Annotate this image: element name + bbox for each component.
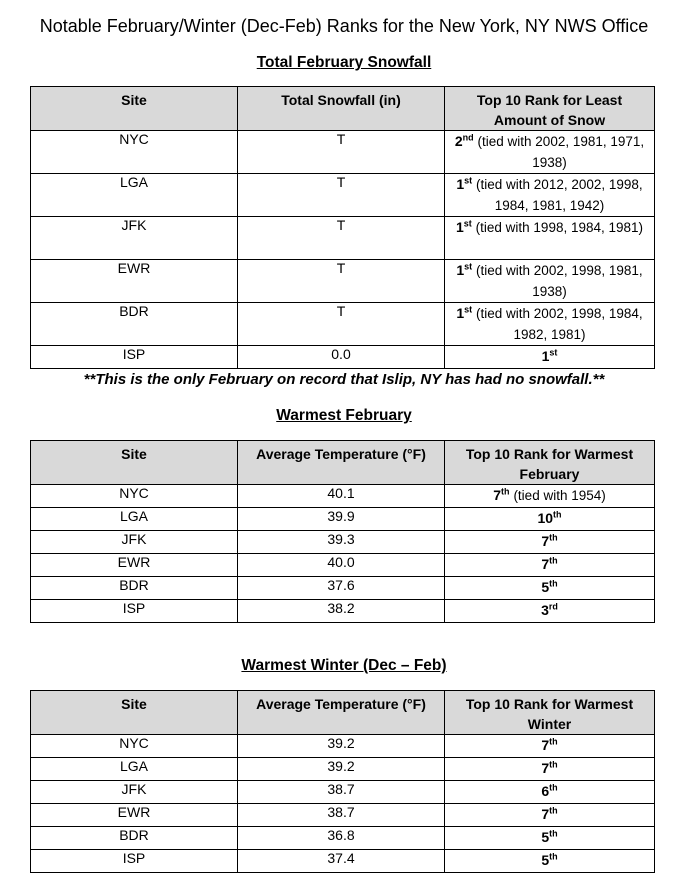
rank-cell: [445, 827, 655, 850]
site-header: Site: [31, 87, 238, 131]
site-cell: LGA: [31, 758, 238, 781]
rank-number: 10: [537, 510, 554, 526]
rank-value: [541, 760, 557, 776]
rank-value: [456, 219, 472, 235]
table-row: [31, 260, 655, 303]
rank-cell: [445, 485, 655, 508]
site-header: Site: [31, 441, 238, 485]
value-cell: 38.7: [238, 781, 445, 804]
rank-header: Top 10 Rank for Least Amount of Snow: [445, 87, 655, 131]
value-cell: 38.7: [238, 804, 445, 827]
rank-suffix: th: [549, 578, 558, 589]
rank-number: 7: [541, 737, 550, 753]
site-cell: EWR: [31, 554, 238, 577]
rank-number: 5: [541, 579, 550, 595]
rank-number: 1: [455, 219, 464, 235]
rank-cell: [445, 303, 655, 346]
rank-header: Top 10 Rank for Warmest February: [445, 441, 655, 485]
value-cell: T: [238, 217, 445, 260]
rank-cell: [445, 781, 655, 804]
warmest-february-section-title: Warmest February: [276, 407, 412, 424]
value-header: Average Temperature (°F): [238, 441, 445, 485]
site-cell: ISP: [31, 600, 238, 623]
rank-suffix: th: [553, 509, 562, 520]
rank-cell: [445, 346, 655, 369]
rank-value: [542, 348, 558, 364]
rank-cell: [445, 758, 655, 781]
rank-suffix: th: [549, 736, 558, 747]
rank-number: 1: [456, 305, 465, 321]
rank-value: [541, 737, 557, 753]
warmest-winter-table: [30, 690, 655, 873]
table-header-row: [31, 87, 655, 131]
site-header: Site: [31, 691, 238, 735]
rank-value: [541, 829, 557, 845]
site-cell: BDR: [31, 827, 238, 850]
rank-cell: [445, 577, 655, 600]
value-header: Total Snowfall (in): [238, 87, 445, 131]
site-cell: BDR: [31, 577, 238, 600]
rank-number: 7: [541, 533, 550, 549]
value-cell: T: [238, 303, 445, 346]
rank-number: 6: [541, 783, 550, 799]
rank-value: [493, 487, 509, 503]
value-cell: 40.0: [238, 554, 445, 577]
snowfall-table: [30, 86, 655, 369]
table-row: [31, 346, 655, 369]
rank-number: 7: [541, 556, 550, 572]
site-cell: NYC: [31, 485, 238, 508]
value-cell: 39.3: [238, 531, 445, 554]
rank-suffix: st: [464, 261, 473, 272]
rank-cell: [445, 531, 655, 554]
rank-cell: [445, 260, 655, 303]
site-cell: NYC: [31, 131, 238, 174]
table-row: [31, 531, 655, 554]
rank-number: 7: [541, 806, 550, 822]
snowfall-footnote: **This is the only February on record that Islip, NY has had no snowfall.**: [83, 371, 605, 388]
rank-cell: [445, 508, 655, 531]
site-cell: LGA: [31, 508, 238, 531]
rank-value: [456, 305, 472, 321]
warmest-february-table: [30, 440, 655, 623]
table-header-row: [31, 441, 655, 485]
value-cell: 37.4: [238, 850, 445, 873]
rank-suffix: th: [549, 828, 558, 839]
rank-suffix: st: [463, 218, 472, 229]
table-row: [31, 827, 655, 850]
site-cell: JFK: [31, 781, 238, 804]
value-cell: T: [238, 131, 445, 174]
table-row: [31, 485, 655, 508]
rank-suffix: th: [549, 555, 558, 566]
table-row: [31, 781, 655, 804]
rank-note: (tied with 2002, 1981, 1971, 1938): [477, 134, 645, 170]
rank-note: (tied with 1954): [513, 488, 606, 503]
rank-cell: [445, 554, 655, 577]
rank-number: 7: [493, 487, 502, 503]
rank-suffix: st: [464, 304, 473, 315]
rank-cell: [445, 804, 655, 827]
site-cell: BDR: [31, 303, 238, 346]
rank-cell: [445, 600, 655, 623]
rank-number: 1: [456, 262, 465, 278]
rank-number: 1: [456, 176, 465, 192]
rank-note: (tied with 2002, 1998, 1981, 1938): [476, 263, 643, 299]
rank-suffix: th: [549, 532, 558, 543]
rank-suffix: st: [549, 347, 558, 358]
value-cell: 38.2: [238, 600, 445, 623]
rank-value: [537, 510, 561, 526]
table-row: [31, 758, 655, 781]
table-row: [31, 577, 655, 600]
site-cell: EWR: [31, 260, 238, 303]
table-row: [31, 303, 655, 346]
value-cell: 40.1: [238, 485, 445, 508]
rank-suffix: th: [549, 851, 558, 862]
rank-number: 7: [541, 760, 550, 776]
rank-number: 1: [541, 348, 550, 364]
rank-cell: [445, 131, 655, 174]
rank-value: [541, 852, 557, 868]
table-row: [31, 508, 655, 531]
value-header: Average Temperature (°F): [238, 691, 445, 735]
site-cell: EWR: [31, 804, 238, 827]
value-cell: 37.6: [238, 577, 445, 600]
rank-value: [541, 533, 557, 549]
rank-note: (tied with 1998, 1984, 1981): [475, 220, 644, 235]
value-cell: 0.0: [238, 346, 445, 369]
rank-value: [541, 579, 557, 595]
rank-value: [541, 556, 557, 572]
rank-value: [456, 176, 472, 192]
rank-cell: [445, 217, 655, 260]
rank-value: [456, 262, 472, 278]
rank-suffix: th: [501, 486, 510, 497]
site-cell: JFK: [31, 531, 238, 554]
rank-number: 5: [541, 852, 550, 868]
table-row: [31, 600, 655, 623]
rank-value: [455, 133, 474, 149]
table-row: [31, 804, 655, 827]
value-cell: 39.9: [238, 508, 445, 531]
rank-value: [541, 806, 557, 822]
value-cell: T: [238, 260, 445, 303]
rank-suffix: th: [549, 759, 558, 770]
site-cell: ISP: [31, 346, 238, 369]
rank-suffix: rd: [548, 601, 558, 612]
table-header-row: [31, 691, 655, 735]
value-cell: 39.2: [238, 758, 445, 781]
value-cell: T: [238, 174, 445, 217]
rank-value: [541, 783, 557, 799]
rank-value: [541, 602, 558, 618]
value-cell: 39.2: [238, 735, 445, 758]
value-cell: 36.8: [238, 827, 445, 850]
table-row: [31, 735, 655, 758]
site-cell: ISP: [31, 850, 238, 873]
rank-header: Top 10 Rank for Warmest Winter: [445, 691, 655, 735]
rank-cell: [445, 735, 655, 758]
rank-suffix: th: [549, 782, 558, 793]
rank-cell: [445, 174, 655, 217]
rank-suffix: st: [464, 175, 473, 186]
table-row: [31, 217, 655, 260]
rank-note: (tied with 2012, 2002, 1998, 1984, 1981, 1942): [476, 177, 643, 213]
page-title: Notable February/Winter (Dec-Feb) Ranks for the New York, NY NWS Office: [39, 16, 649, 36]
snowfall-section-title: Total February Snowfall: [256, 54, 432, 71]
rank-cell: [445, 850, 655, 873]
rank-number: 2: [454, 133, 463, 149]
table-row: [31, 850, 655, 873]
rank-number: 5: [541, 829, 550, 845]
rank-number: 3: [541, 602, 549, 618]
warmest-winter-section-title: Warmest Winter (Dec – Feb): [241, 657, 447, 674]
rank-note: (tied with 2002, 1998, 1984, 1982, 1981): [476, 306, 643, 342]
rank-suffix: nd: [462, 132, 474, 143]
rank-suffix: th: [549, 805, 558, 816]
table-row: [31, 174, 655, 217]
site-cell: JFK: [31, 217, 238, 260]
table-row: [31, 554, 655, 577]
site-cell: LGA: [31, 174, 238, 217]
site-cell: NYC: [31, 735, 238, 758]
table-row: [31, 131, 655, 174]
